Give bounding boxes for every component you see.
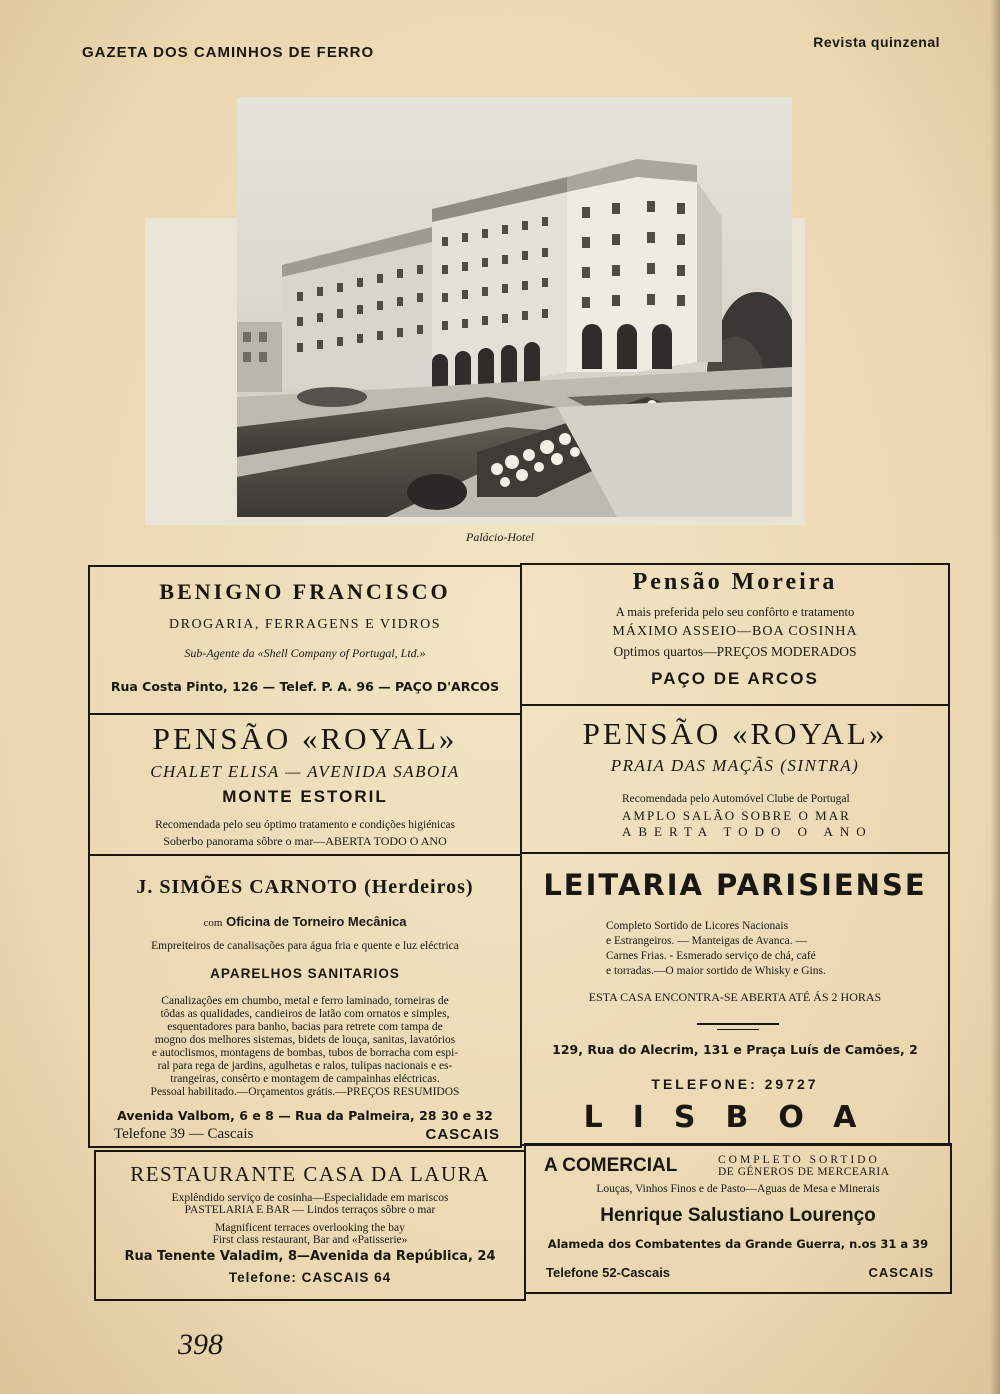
ad-address: 129, Rua do Alecrim, 131 e Praça Luís de Camões, 2 [552, 1042, 918, 1057]
ad-a-comercial [524, 1143, 952, 1294]
ad-line: DROGARIA, FERRAGENS E VIDROS [169, 617, 441, 632]
ad-casa-da-laura [94, 1150, 526, 1301]
ad-tagline: DE GÉNEROS DE MERCEARIA [718, 1166, 890, 1178]
ad-line-main: Oficina de Torneiro Mecânica [226, 914, 407, 929]
photo-caption: Palácio-Hotel [466, 530, 534, 544]
ad-line-prefix: com [203, 917, 223, 929]
ad-address: Rua Tenente Valadim, 8—Avenida da República, 24 [124, 1249, 496, 1264]
ad-body-line: ral para rega de jardins, agulhetas e ralos, tulipas nacionais e es- [157, 1060, 453, 1072]
ad-city: LISBOA [583, 1100, 887, 1135]
ad-address: Alameda dos Combatentes da Grande Guerra, n.os 31 a 39 [547, 1237, 929, 1251]
ad-location: MONTE ESTORIL [222, 787, 388, 806]
ad-line: Magnificent terraces overlooking the bay [215, 1222, 405, 1234]
ad-body-line: e autoclismos, montagens de bombas, tubos de borracha com espi- [151, 1047, 459, 1059]
ad-location: PAÇO DE ARCOS [651, 669, 819, 688]
ad-phone: Telefone 52-Cascais [546, 1265, 671, 1280]
ad-pensao-royal-estoril [88, 713, 522, 856]
ad-name: J. SIMÕES CARNOTO (Herdeiros) [136, 876, 474, 898]
ad-body-line: Carnes Frias. - Esmerado serviço de chá, café [606, 950, 816, 962]
ad-line [90, 914, 520, 929]
ad-body-line: Canalizações em chumbo, metal e ferro laminado, torneiras de [161, 995, 449, 1007]
divider-rule [717, 1029, 759, 1030]
ad-body-line: tôdas as qualidades, candieiros de latão com ornatos e simples, [160, 1008, 450, 1020]
ad-pensao-royal-sintra [520, 704, 950, 854]
ad-line: A mais preferida pelo seu confôrto e tratamento [615, 605, 855, 619]
ad-body-line: e torradas.—O maior sortido de Whisky e Gins. [606, 965, 826, 977]
ad-line: Sub-Agente da «Shell Company of Portugal, Ltd.» [184, 646, 426, 660]
ad-line: PASTELARIA E BAR — Lindos terraços sôbre o mar [184, 1204, 436, 1216]
ad-phone: TELEFONE: 29727 [651, 1076, 819, 1092]
ad-line: Optimos quartos—PREÇOS MODERADOS [613, 644, 857, 659]
ad-benigno-francisco [88, 565, 522, 715]
ad-name: BENIGNO FRANCISCO [159, 579, 451, 604]
ad-address: Avenida Valbom, 6 e 8 — Rua da Palmeira, 28 30 e 32 [117, 1108, 493, 1123]
ad-body-line: Completo Sortido de Licores Nacionais [606, 920, 789, 932]
ad-body-line: trangeiras, consêrto e montagem de campainhas eléctricas. [170, 1073, 440, 1085]
ad-pensao-moreira [520, 563, 950, 706]
ad-line: Recomendada pelo seu óptimo tratamento e condições higiénicas [155, 819, 455, 831]
ad-body-line: esquentadores para banho, bacias para retrete com tampa de [167, 1021, 443, 1033]
ad-leitaria-parisiense [520, 852, 950, 1146]
ad-line: CHALET ELISA — AVENIDA SABOIA [150, 762, 460, 781]
ad-body-line: Pessoal habilitado.—Orçamentos grátis.—PREÇOS RESUMIDOS [150, 1086, 460, 1098]
ad-simoes-carnoto [88, 854, 522, 1148]
ad-address: Rua Costa Pinto, 126 — Telef. P. A. 96 — PAÇO D'ARCOS [110, 679, 500, 694]
ad-line: AMPLO SALÃO SOBRE O MAR [622, 808, 851, 823]
ad-owner: Henrique Salustiano Lourenço [600, 1205, 876, 1226]
ad-line: MÁXIMO ASSEIO—BOA COSINHA [612, 624, 858, 639]
ad-body-line: mogno dos melhores sistemas, bidets de louça, sanitas, lavatórios [154, 1034, 456, 1046]
ad-line: Soberbo panorama sôbre o mar—ABERTA TODO O ANO [163, 834, 447, 848]
ad-phone: Telefone: CASCAIS 64 [228, 1270, 392, 1285]
ad-line: PRAIA DAS MAÇÃS (SINTRA) [610, 756, 860, 775]
ad-line: ABERTA TODO O ANO [622, 824, 873, 839]
ad-hours: ESTA CASA ENCONTRA-SE ABERTA ATÉ ÁS 2 HORAS [588, 990, 882, 1004]
page-edge-shadow [990, 0, 1000, 1394]
ad-town: CASCAIS [425, 1126, 500, 1143]
ad-line: First class restaurant, Bar and «Patisserie» [212, 1234, 408, 1246]
ad-body-line: e Estrangeiros. — Manteigas de Avanca. — [606, 935, 807, 947]
ad-name: PENSÃO «ROYAL» [152, 721, 458, 756]
ad-name: RESTAURANTE CASA DA LAURA [130, 1162, 490, 1186]
journal-title: GAZETA DOS CAMINHOS DE FERRO [82, 44, 375, 61]
ad-line: Empreiteiros de canalisações para água fria e quente e luz eléctrica [151, 940, 459, 952]
ad-name: A COMERCIAL [544, 1155, 678, 1176]
hotel-photograph [237, 97, 792, 517]
ad-name: LEITARIA PARISIENSE [543, 868, 927, 902]
ad-line: Explêndido serviço de cosinha—Especialidade em mariscos [171, 1192, 449, 1204]
ad-tagline: COMPLETO SORTIDO [718, 1154, 880, 1166]
ad-line: APARELHOS SANITARIOS [210, 966, 400, 981]
ad-phone: Telefone 39 — Cascais [114, 1126, 254, 1142]
ad-name: Pensão Moreira [632, 569, 838, 595]
ad-line: Recomendada pelo Automóvel Clube de Portugal [622, 793, 850, 805]
divider-rule [697, 1023, 779, 1025]
page-number: 398 [178, 1328, 223, 1361]
ad-line: Louças, Vinhos Finos e de Pasto—Aguas de Mesa e Minerais [596, 1183, 880, 1195]
ad-name: PENSÃO «ROYAL» [582, 716, 888, 751]
ad-town: CASCAIS [868, 1265, 934, 1280]
journal-subtitle: Revista quinzenal [813, 34, 940, 50]
